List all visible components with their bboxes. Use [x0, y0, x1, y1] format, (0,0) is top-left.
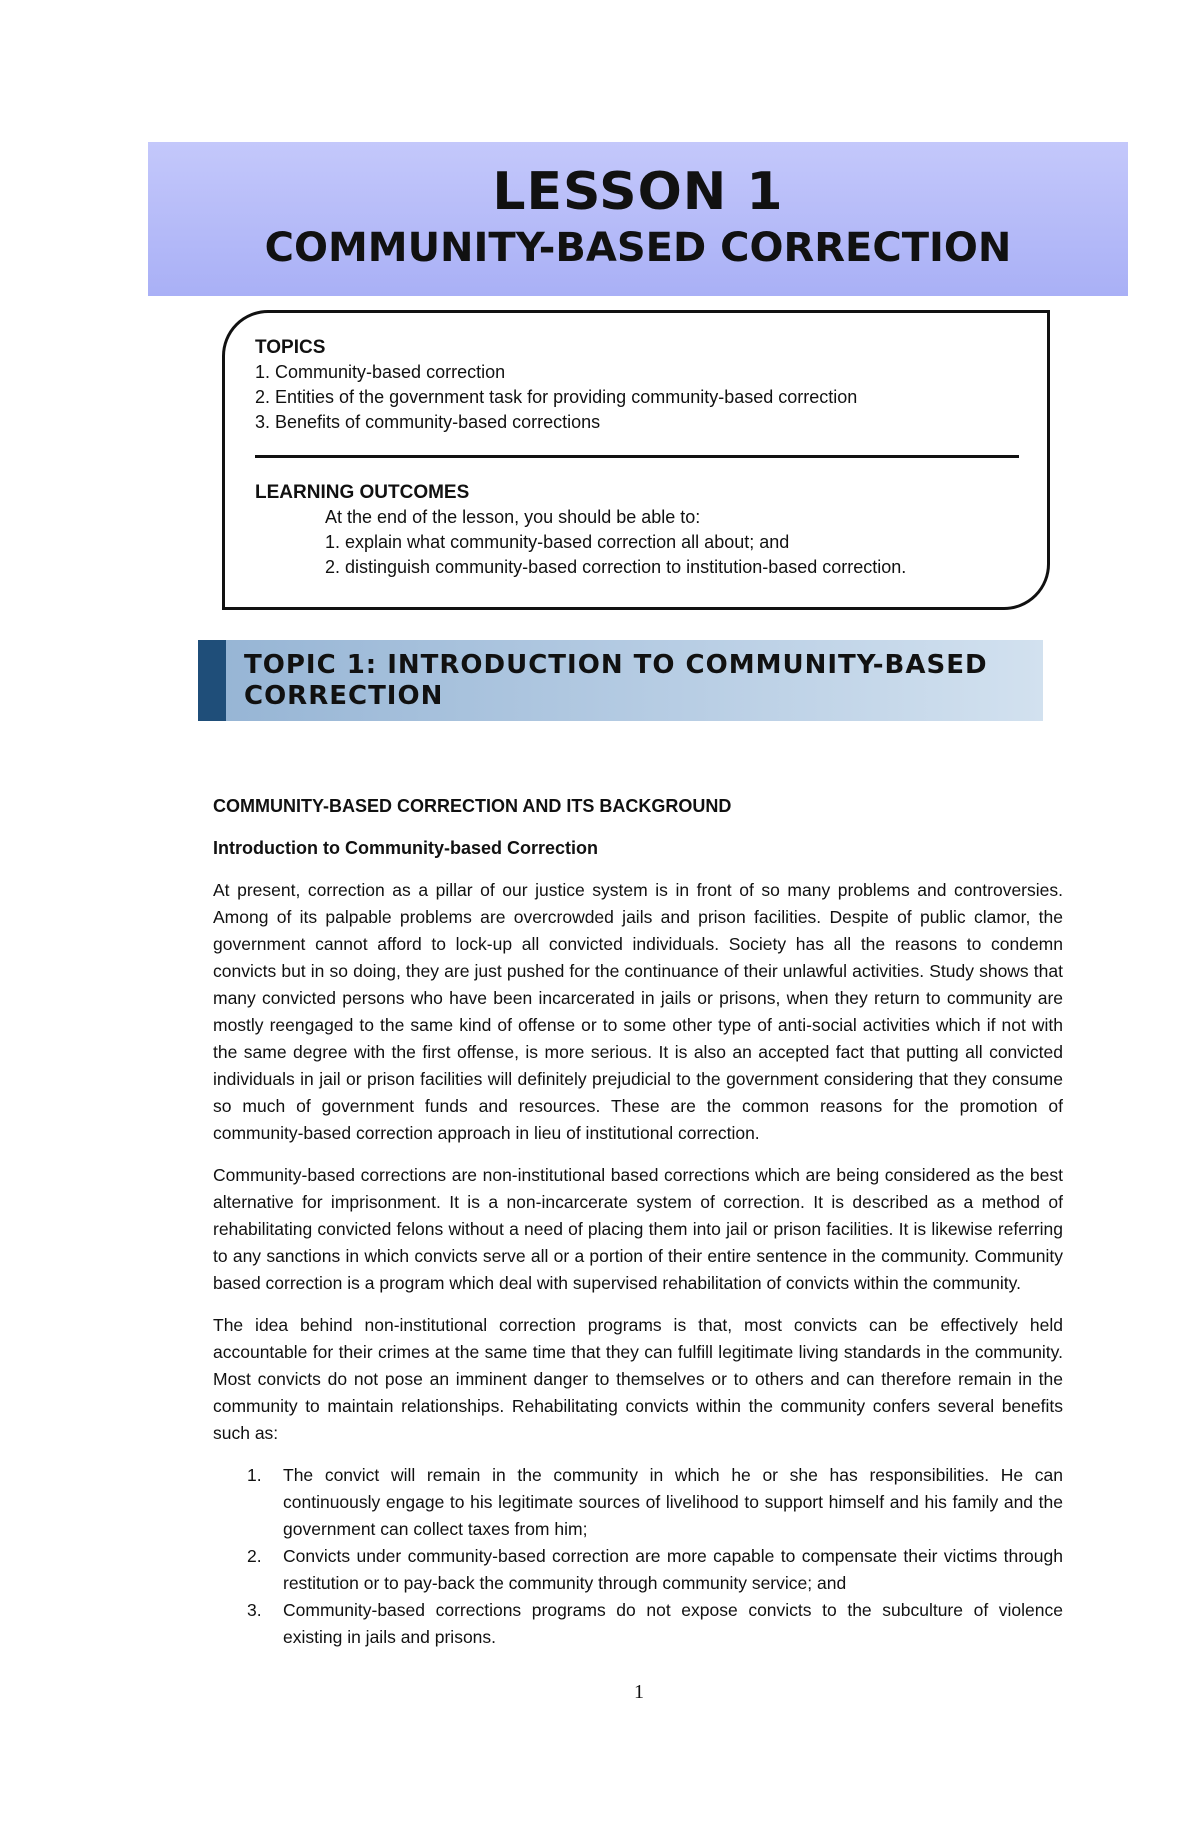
box-divider — [255, 455, 1019, 458]
topics-heading: TOPICS — [255, 337, 326, 358]
topic-banner — [198, 640, 1043, 721]
paragraph: Community-based corrections are non-institutional based corrections which are being considered as the best alternative for imprisonment. It is a non-incarcerate system of correction. It is described as a method of rehabilitating convicted felons without a need of placing them into jail or prison facilities. It is likewise referring to any sanctions in which convicts serve all or a portion of their entire sentence in the community. Community based correction is a program which deal with supervised rehabilitation of convicts within the community. — [213, 1165, 1063, 1293]
section-heading: COMMUNITY-BASED CORRECTION AND ITS BACKGROUND — [213, 796, 732, 816]
list-item-number: 2. — [247, 1546, 262, 1566]
list-item-text: Community-based corrections programs do not expose convicts to the subculture of violence existing in jails and prisons. — [283, 1600, 1063, 1647]
page-number: 1 — [634, 1681, 644, 1703]
list-item — [247, 1543, 1063, 1597]
topic-item: 3. Benefits of community-based corrections — [255, 412, 601, 432]
outcome-item: 1. explain what community-based correction all about; and — [325, 532, 790, 552]
topic-item: 2. Entities of the government task for providing community-based correction — [255, 387, 858, 407]
list-item — [247, 1597, 1063, 1651]
list-item-number: 3. — [247, 1600, 262, 1620]
topic-title: TOPIC 1: INTRODUCTION TO COMMUNITY-BASED CORRECTION — [244, 650, 988, 711]
outcomes-intro: At the end of the lesson, you should be able to: — [325, 507, 701, 527]
lesson-header — [148, 142, 1128, 296]
list-item-text: Convicts under community-based correction are more capable to compensate their victims through restitution or to pay-back the community through community service; and — [283, 1546, 1063, 1593]
paragraph: At present, correction as a pillar of our justice system is in front of so many problems and controversies. Among of its palpable problems are overcrowded jails and prison facilities. Despite of public clamor, the government cannot afford to lock-up all convicted individuals. Society has all the reasons to condemn convicts but in so doing, they are just pushed for the continuance of their unlawful activities. Study shows that many convicted persons who have been incarcerated in jails or prisons, when they return to community are mostly reengaged to the same kind of offense or to some other type of anti-social activities which if not with the same degree with the first offense, is more serious. It is also an accepted fact that putting all convicted individuals in jail or prison facilities will definitely prejudicial to the government considering that they consume so much of government funds and resources. These are the common reasons for the promotion of community-based correction approach in lieu of institutional correction. — [213, 880, 1063, 1143]
list-item-number: 1. — [247, 1465, 262, 1485]
benefit-list — [213, 1462, 1063, 1651]
lesson-title: COMMUNITY-BASED CORRECTION — [264, 225, 1012, 271]
subheading: Introduction to Community-based Correction — [213, 838, 598, 858]
overview-box — [222, 310, 1050, 610]
outcome-item: 2. distinguish community-based correction to institution-based correction. — [325, 557, 907, 577]
paragraph: The idea behind non-institutional correction programs is that, most convicts can be effectively held accountable for their crimes at the same time that they can fulfill legitimate living standards in the community. Most convicts do not pose an imminent danger to themselves or to others and can therefore remain in the community to maintain relationships. Rehabilitating convicts within the community confers several benefits such as: — [213, 1315, 1063, 1443]
outcomes-heading: LEARNING OUTCOMES — [255, 482, 470, 503]
lesson-number: LESSON 1 — [492, 162, 784, 222]
lesson-content — [213, 793, 1063, 1651]
topic-accent-bar — [198, 640, 226, 721]
list-item — [247, 1462, 1063, 1543]
topic-item: 1. Community-based correction — [255, 362, 506, 382]
list-item-text: The convict will remain in the community in which he or she has responsibilities. He can continuously engage to his legitimate sources of livelihood to support himself and his family and the government can collect taxes from him; — [283, 1465, 1063, 1539]
